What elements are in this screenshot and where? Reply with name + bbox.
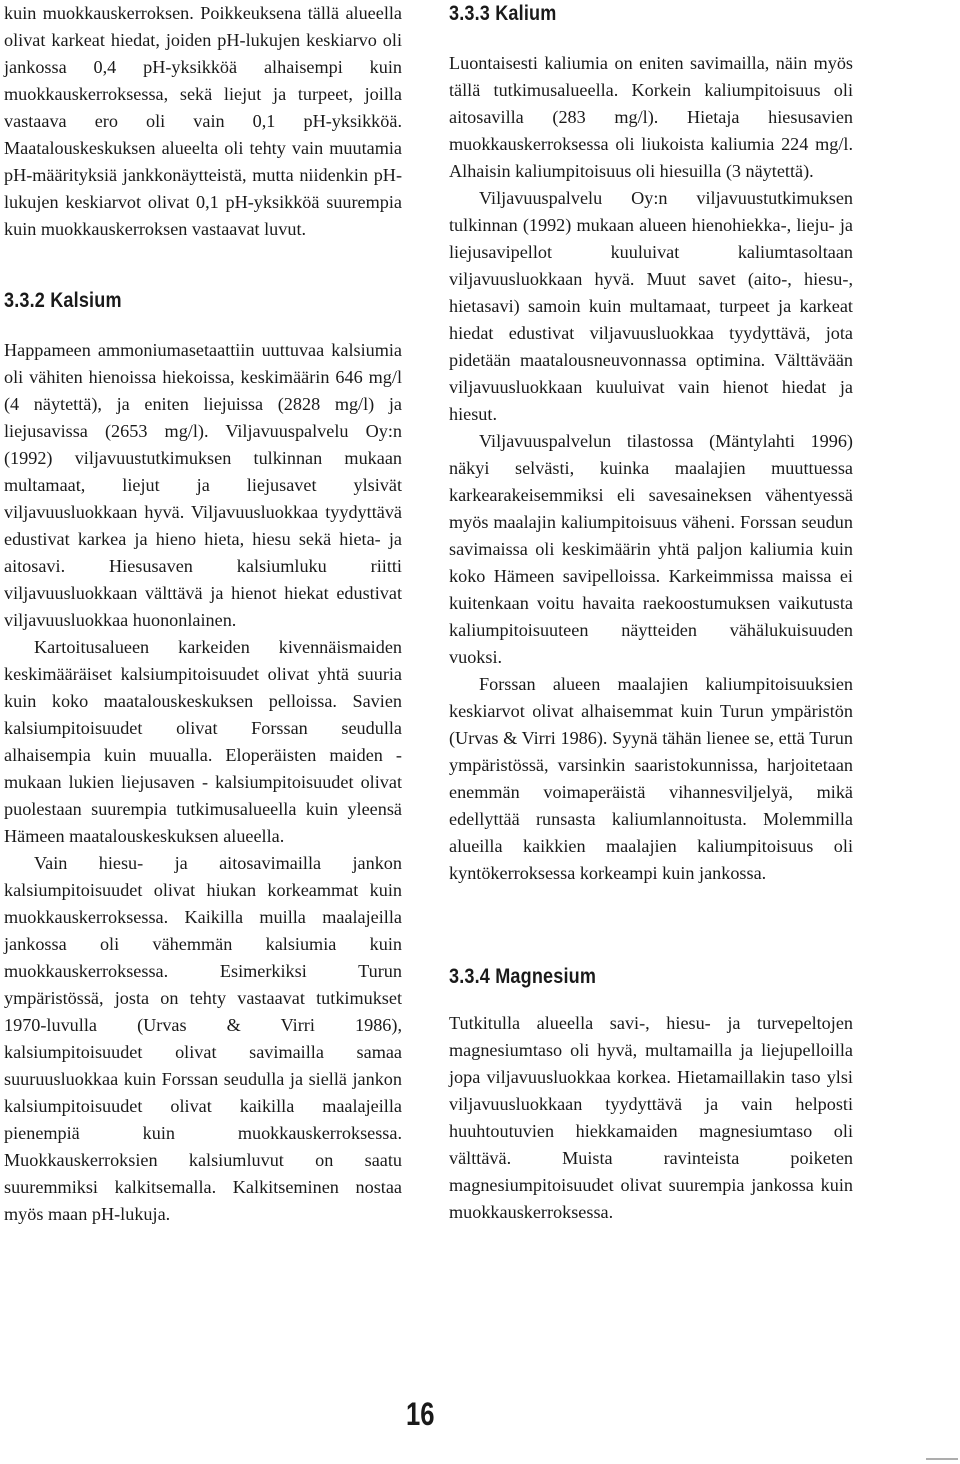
paragraph-kalsium-1: Happameen ammoniumasetaattiin uuttuvaa kalsiumia oli vähiten hienoissa hiekoissa, keskimäärin 646 mg/l (4 näytettä), ja eniten liejuissa (2828 mg/l) ja liejusavissa (2653 mg/l). Viljavuuspalvelu Oy:n (1992) viljavuustutkimuksen tulkinnan mukaan multamaat, liejut ja liejusavet ylsivät viljavuusluokkaan hyvä. Viljavuusluokkaa tyydyttävä edustivat karkea ja hieno hieta, hiesu sekä hieta- ja aitosavi. Hiesusaven kalsiumluku riitti viljavuusluokkaan välttävä ja hienot hiekat edustivat viljavuusluokkaa huononlainen. xyxy=(4,340,402,630)
paragraph-kalsium-2: Kartoitusalueen karkeiden kivennäismaiden keskimääräiset kalsiumpitoisuudet olivat yhtä suuria kuin koko maatalouskeskuksen pelloissa. Savien kalsiumpitoisuudet olivat Forssan seudulla alhaisempia kuin muualla. Eloperäisten maiden - mukaan lukien liejusaven - kalsiumpitoisuudet olivat puolestaan suurempia tutkimusalueella kuin yleensä Hämeen maatalouskeskuksen alueella. xyxy=(4,637,402,846)
left-column xyxy=(4,0,402,1228)
paragraph-kalium-4: Forssan alueen maalajien kaliumpitoisuuksien keskiarvot olivat alhaisemmat kuin Turun ympäristön (Urvas & Virri 1986). Syynä tähän lienee se, että Turun ympäristössä, varsinkin saaristokunnissa, harjoitetaan enemmän voimaperäistä vihannesviljelyä, mikä edellyttää runsasta kaliumlannoitusta. Molemmilla alueilla kaikkien maalajien kaliumpitoisuus oli kyntökerroksessa korkeampi kuin jankossa. xyxy=(449,674,853,883)
section-heading-kalium: 3.3.3 Kalium xyxy=(449,2,557,25)
paragraph-kalium-2: Viljavuuspalvelu Oy:n viljavuustutkimuksen tulkinnan (1992) mukaan alueen hienohiekka-, lieju- ja liejusavipellot kuuluivat kaliumtasoltaan viljavuusluokkaan hyvä. Muut savet (aito-, hiesu-, hietasavi) samoin kuin multamaat, turpeet ja karkeat hiedat edustivat viljavuusluokkaa tyydyttävä, jota pidetään maatalousneuvonnassa optimina. Välttävään viljavuusluokkaan kuuluivat vain hienot hiedat ja hiesut. xyxy=(449,188,853,424)
section-heading-kalsium: 3.3.2 Kalsium xyxy=(4,289,122,312)
paragraph-kalium-3: Viljavuuspalvelun tilastossa (Mäntylahti 1996) näkyi selvästi, kuinka maalajien muuttuessa karkearakeisemmiksi eli savesaineksen vähentyessä myös maalajin kaliumpitoisuus väheni. Forssan seudun savimaissa oli keskimäärin yhtä paljon kaliumia kuin koko Hämeen savipelloissa. Karkeimmissa maissa ei kuitenkaan voitu havaita raekoostumuksen vaikutusta kaliumpitoisuuteen näytteiden vähälukuisuuden vuoksi. xyxy=(449,431,853,667)
paragraph-kalsium-3: Vain hiesu- ja aitosavimailla jankon kalsiumpitoisuudet olivat hiukan korkeammat kuin muokkauskerroksessa. Kaikilla muilla maalajeilla jankossa oli vähemmän kalsiumia kuin muokkauskerroksessa. Esimerkiksi Turun ympäristössä, josta on tehty vastaavat tutkimukset 1970-luvulla (Urvas & Virri 1986), kalsiumpitoisuudet olivat savimailla samaa suuruusluokkaa kuin Forssan seudulla ja siellä jankon kalsiumpitoisuudet olivat kaikilla maalajeilla pienempiä kuin muokkauskerroksessa. Muokkauskerroksien kalsiumluvut on saatu suuremmiksi kalkitsemalla. Kalkitseminen nostaa myös maan pH-lukuja. xyxy=(4,853,402,1224)
paragraph-kalium-1: Luontaisesti kaliumia on eniten savimailla, näin myös tällä tutkimusalueella. Korkein kaliumpitoisuus oli aitosavilla (283 mg/l). Hietaja hiesusavien muokkauskerroksessa oli liukoista kaliumia 224 mg/l. Alhaisin kaliumpitoisuus oli hiesuilla (3 näytettä). xyxy=(449,53,853,181)
page-number: 16 xyxy=(406,1396,435,1432)
paragraph-ph-continuation: kuin muokkauskerroksen. Poikkeuksena tällä alueella olivat karkeat hiedat, joiden pH-lukujen keskiarvo oli jankossa 0,4 pH-yksikköä alhaisempi kuin muokkauskerroksessa, sekä liejut ja turpeet, joilla vastaava ero oli vain 0,1 pH-yksikköä. Maatalouskeskuksen alueelta oli tehty vain muutamia pH-määrityksiä jankkonäytteistä, mutta niidenkin pH-lukujen keskiarvot olivat 0,1 pH-yksikköä suurempia kuin muokkauskerroksen vastaavat luvut. xyxy=(4,3,402,239)
section-heading-magnesium: 3.3.4 Magnesium xyxy=(449,965,597,988)
right-column xyxy=(449,0,853,1226)
scan-artifact-mark xyxy=(926,1458,958,1460)
paragraph-magnesium-1: Tutkitulla alueella savi-, hiesu- ja turvepeltojen magnesiumtaso oli hyvä, multamailla ja liejupelloilla jopa viljavuusluokkaa korkea. Hietamaillakin taso ylsi viljavuusluokkaan tyydyttävä ja vain helposti huuhtoutuvien hiekkamaiden magnesiumtaso oli välttävä. Muista ravinteista poiketen magnesiumpitoisuudet olivat suurempia jankossa kuin muokkauskerroksessa. xyxy=(449,1013,853,1222)
